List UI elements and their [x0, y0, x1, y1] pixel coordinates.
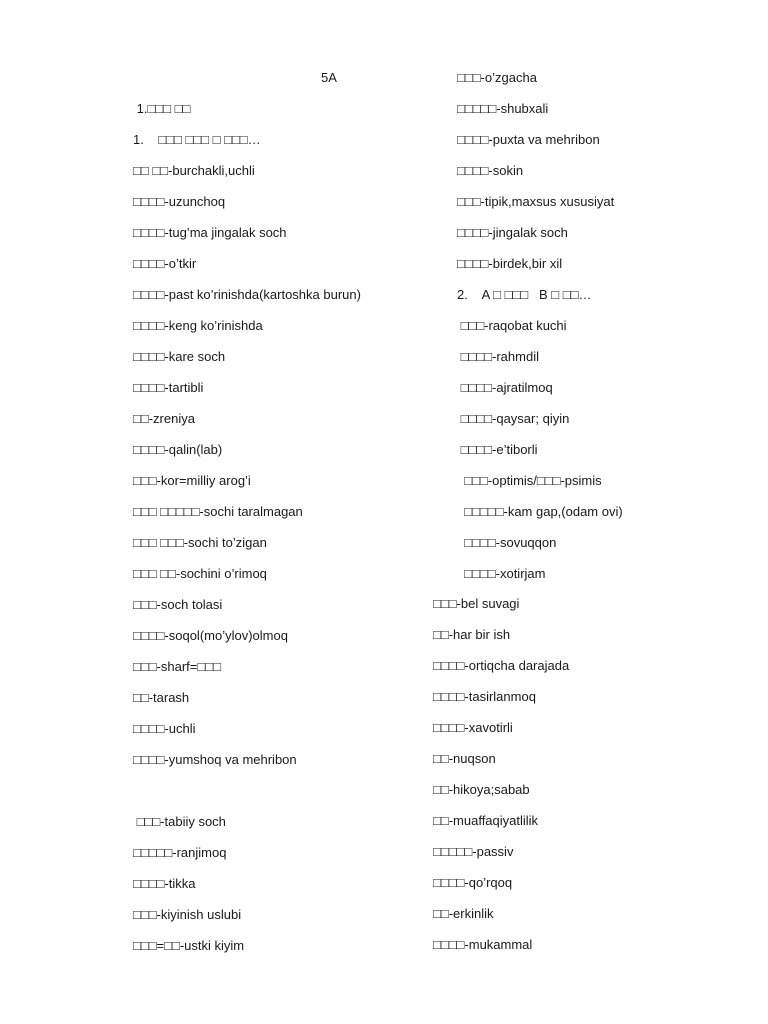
vocab-entry: □□-tarash	[133, 690, 190, 705]
vocab-entry: □□□□-keng ko’rinishda	[133, 318, 263, 333]
vocab-entry: 2. A □ □□□ B □ □□…	[457, 287, 592, 302]
vocab-entry: □□□-sharf=□□□	[133, 659, 221, 674]
vocab-entry: □□□□-birdek,bir xil	[457, 256, 563, 271]
page-title: 5A	[321, 70, 337, 85]
vocab-entry: □□□ □□□-sochi to’zigan	[133, 535, 267, 550]
vocab-entry: □□□-bel suvagi	[433, 596, 520, 611]
vocab-entry: □□□□-tug’ma jingalak soch	[133, 225, 287, 240]
vocab-entry: □□□□-e’tiborli	[457, 442, 538, 457]
vocab-entry: □□□=□□-ustki kiyim	[133, 938, 245, 953]
vocab-entry: □□□□□-passiv	[433, 844, 514, 859]
vocab-entry: □□□□-tikka	[133, 876, 196, 891]
vocab-entry: □□□□□-kam gap,(odam ovi)	[457, 504, 623, 519]
vocab-list-right-bottom	[433, 596, 569, 968]
vocab-entry: □□□□-jingalak soch	[457, 225, 568, 240]
vocab-entry: □□□-soch tolasi	[133, 597, 223, 612]
vocab-entry: □□-har bir ish	[433, 627, 511, 642]
vocab-entry: □□□□-xavotirli	[433, 720, 513, 735]
vocab-entry: □□□-raqobat kuchi	[457, 318, 567, 333]
vocab-entry: □□□□-past ko’rinishda(kartoshka burun)	[133, 287, 361, 302]
vocab-list-left	[133, 101, 361, 969]
vocab-entry: □□□□-xotirjam	[457, 566, 546, 581]
vocab-entry: □□□□-sokin	[457, 163, 524, 178]
vocab-entry: □□□□-puxta va mehribon	[457, 132, 600, 147]
vocab-entry: □□-hikoya;sabab	[433, 782, 530, 797]
vocab-entry: □□□□-uchli	[133, 721, 196, 736]
vocab-entry: □□□ □□□□□-sochi taralmagan	[133, 504, 303, 519]
vocab-entry: □□□□-sovuqqon	[457, 535, 557, 550]
vocab-entry: □□□□-uzunchoq	[133, 194, 226, 209]
vocab-entry: □□□□-soqol(mo’ylov)olmoq	[133, 628, 288, 643]
vocab-entry: □□□-o’zgacha	[457, 70, 537, 85]
vocab-entry: □□-zreniya	[133, 411, 195, 426]
vocab-list-right-top	[457, 70, 623, 597]
vocab-entry: □□□-tabiiy soch	[133, 814, 226, 829]
vocab-entry: □□□-kor=milliy arog’i	[133, 473, 251, 488]
vocab-entry: □□□□-qalin(lab)	[133, 442, 223, 457]
vocab-entry: □□□ □□-sochini o’rimoq	[133, 566, 267, 581]
vocab-entry: 1.□□□ □□	[133, 101, 191, 116]
vocab-entry: □□□□-qaysar; qiyin	[457, 411, 570, 426]
vocab-entry: 1. □□□ □□□ □ □□□…	[133, 132, 261, 147]
vocab-entry: □□□□□-shubxali	[457, 101, 549, 116]
vocab-entry: □□-erkinlik	[433, 906, 494, 921]
vocab-entry: □□□□-yumshoq va mehribon	[133, 752, 297, 767]
vocab-entry: □□□□□-ranjimoq	[133, 845, 227, 860]
vocab-entry: □□-nuqson	[433, 751, 496, 766]
vocab-entry: □□□-kiyinish uslubi	[133, 907, 242, 922]
vocab-entry: □□□-optimis/□□□-psimis	[457, 473, 602, 488]
vocab-entry: □□□□-qo’rqoq	[433, 875, 513, 890]
vocab-entry: □□□-tipik,maxsus xususiyat	[457, 194, 615, 209]
vocab-entry: □□-muaffaqiyatlilik	[433, 813, 539, 828]
vocab-entry	[133, 783, 361, 814]
vocab-entry: □□ □□-burchakli,uchli	[133, 163, 255, 178]
vocab-entry: □□□□-tasirlanmoq	[433, 689, 536, 704]
vocab-entry: □□□□-kare soch	[133, 349, 226, 364]
vocab-entry: □□□□-ortiqcha darajada	[433, 658, 570, 673]
vocab-entry: □□□□-tartibli	[133, 380, 204, 395]
vocab-entry: □□□□-o’tkir	[133, 256, 197, 271]
vocab-entry: □□□□-ajratilmoq	[457, 380, 553, 395]
vocab-entry: □□□□-rahmdil	[457, 349, 539, 364]
vocab-entry: □□□□-mukammal	[433, 937, 533, 952]
